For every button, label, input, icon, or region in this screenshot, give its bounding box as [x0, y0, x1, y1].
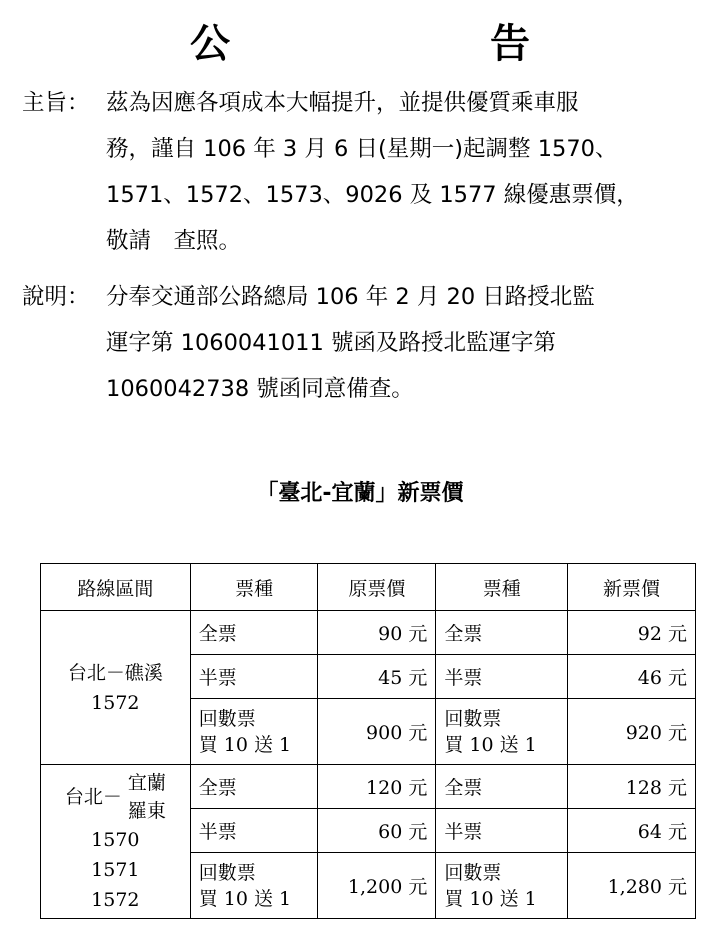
route-cell — [41, 611, 191, 765]
route-destination: 宜蘭 — [127, 771, 166, 794]
explanation-line: 運字第 1060041011 號函及路授北監運字第 — [106, 330, 556, 356]
new-fare: 1,280 元 — [568, 853, 696, 919]
route-line-number: 1571 — [91, 858, 140, 881]
ticket-type: 半票 — [190, 809, 318, 853]
subject-line: 務，謹自 106 年 3 月 6 日(星期一)起調整 1570、 — [106, 136, 618, 162]
ticket-type-new — [436, 699, 568, 765]
ticket-type-line: 買 10 送 1 — [198, 733, 292, 756]
route-line-number: 1572 — [91, 888, 140, 911]
ticket-type-line: 回數票 — [198, 707, 256, 730]
ticket-type-new: 全票 — [436, 611, 568, 655]
ticket-type-line: 回數票 — [198, 861, 256, 884]
route-cell — [41, 765, 191, 919]
header-ticket-type: 票種 — [190, 564, 318, 611]
subject-line: 茲為因應各項成本大幅提升，並提供優質乘車服 — [106, 90, 579, 116]
route-line-number: 1570 — [91, 828, 140, 851]
new-fare: 92 元 — [568, 611, 696, 655]
ticket-type-new: 半票 — [436, 809, 568, 853]
table-row — [41, 611, 696, 655]
new-fare: 128 元 — [568, 765, 696, 809]
ticket-type-line: 回數票 — [444, 707, 502, 730]
header-route: 路線區間 — [41, 564, 191, 611]
table-header-row — [41, 564, 696, 611]
route-prefix: 台北－ — [64, 785, 122, 808]
old-fare: 90 元 — [318, 611, 436, 655]
old-fare: 900 元 — [318, 699, 436, 765]
new-fare: 64 元 — [568, 809, 696, 853]
ticket-type-line: 買 10 送 1 — [444, 733, 537, 756]
ticket-type-new: 半票 — [436, 655, 568, 699]
ticket-type-line: 回數票 — [444, 861, 502, 884]
new-fare: 46 元 — [568, 655, 696, 699]
fare-table — [40, 563, 696, 919]
explanation-line: 分奉交通部公路總局 106 年 2 月 20 日路授北監 — [106, 284, 595, 310]
ticket-type — [190, 699, 318, 765]
ticket-type — [190, 853, 318, 919]
old-fare: 60 元 — [318, 809, 436, 853]
header-old-fare: 原票價 — [318, 564, 436, 611]
old-fare: 45 元 — [318, 655, 436, 699]
route-name: 台北－礁溪 — [67, 661, 163, 684]
subject-line: 敬請 查照。 — [106, 228, 242, 254]
table-row — [41, 765, 696, 809]
ticket-type: 全票 — [190, 611, 318, 655]
subject-label: 主旨： — [22, 90, 90, 116]
ticket-type-line: 買 10 送 1 — [198, 887, 292, 910]
ticket-type-line: 買 10 送 1 — [444, 887, 537, 910]
fare-table-title: 「臺北-宜蘭」新票價 — [256, 481, 464, 506]
header-new-fare: 新票價 — [568, 564, 696, 611]
subject-line: 1571、1572、1573、9026 及 1577 線優惠票價， — [106, 182, 639, 208]
route-line-number: 1572 — [91, 691, 140, 714]
subject-paragraph — [22, 80, 702, 264]
route-destination: 羅東 — [127, 799, 166, 822]
old-fare: 120 元 — [318, 765, 436, 809]
explanation-paragraph — [22, 274, 702, 412]
ticket-type-new — [436, 853, 568, 919]
ticket-type: 全票 — [190, 765, 318, 809]
explanation-label: 說明： — [22, 284, 90, 310]
notice-title: 公 告 — [190, 21, 590, 67]
ticket-type-new: 全票 — [436, 765, 568, 809]
ticket-type: 半票 — [190, 655, 318, 699]
new-fare: 920 元 — [568, 699, 696, 765]
explanation-line: 1060042738 號函同意備查。 — [106, 376, 414, 402]
header-ticket-type-new: 票種 — [436, 564, 568, 611]
old-fare: 1,200 元 — [318, 853, 436, 919]
